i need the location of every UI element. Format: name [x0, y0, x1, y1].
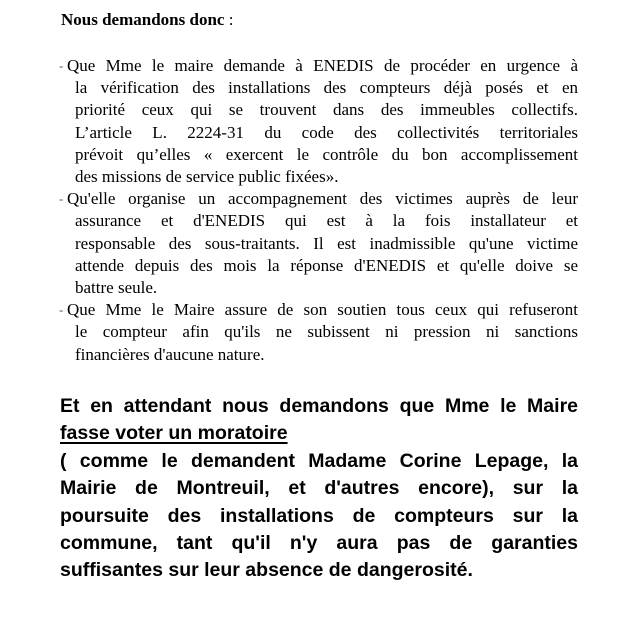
- list-item-line: priorité ceux qui se trouvent dans des immeubles collectifs.: [75, 100, 578, 120]
- list-item-line: L’article L. 2224-31 du code des collectivités territoriales: [75, 122, 578, 142]
- demands-list: [0, 55, 640, 366]
- list-item-line: Que Mme le maire demande à ENEDIS de procéder en urgence à: [67, 56, 578, 75]
- section-heading: [61, 9, 233, 31]
- list-item-line: assurance et d'ENEDIS qui est à la fois installateur et: [75, 211, 578, 231]
- list-item-line: des missions de service public fixées».: [75, 167, 339, 187]
- list-item-line: Que Mme le Maire assure de son soutien tous ceux qui refuseront: [67, 300, 578, 320]
- demand-line-underlined: [60, 420, 578, 447]
- list-item: [0, 188, 640, 299]
- demand-line: Mairie de Montreuil, et d'autres encore), sur la: [60, 477, 578, 500]
- heading-colon: :: [224, 10, 234, 29]
- list-item: [0, 299, 640, 366]
- list-dash: -: [59, 302, 64, 318]
- list-item-line: attende depuis des mois la réponse d'ENEDIS et qu'elle doive se: [75, 255, 578, 275]
- list-item-line: battre seule.: [75, 278, 158, 298]
- heading-bold-text: Nous demandons donc: [61, 10, 225, 29]
- list-item-line: financières d'aucune nature.: [75, 344, 265, 364]
- demand-line: commune, tant qu'il n'y aura pas de garanties: [60, 532, 578, 555]
- list-item-line: la vérification des installations des compteurs déjà posés et en: [75, 78, 578, 98]
- list-item-line: responsable des sous-traitants. Il est inadmissible qu'une victime: [75, 233, 578, 253]
- list-dash: -: [59, 58, 64, 73]
- list-item-line: le compteur afin qu'ils ne subissent ni pression ni sanctions: [75, 322, 578, 342]
- demand-line: ( comme le demandent Madame Corine Lepage, la: [60, 449, 578, 472]
- demand-line: Et en attendant nous demandons que Mme le Maire: [60, 395, 578, 417]
- demand-line: suffisantes sur leur absence de dangerosité.: [60, 559, 473, 582]
- list-item-line: Qu'elle organise un accompagnement des victimes auprès de leur: [67, 189, 578, 209]
- list-dash: -: [59, 191, 64, 207]
- demand-line: poursuite des installations de compteurs sur la: [60, 504, 578, 527]
- list-item-line: prévoit qu’elles « exercent le contrôle du bon accomplissement: [75, 144, 578, 164]
- moratorium-phrase: fasse voter un moratoire: [60, 422, 288, 445]
- list-item: [0, 55, 640, 188]
- moratorium-demand: [60, 393, 578, 585]
